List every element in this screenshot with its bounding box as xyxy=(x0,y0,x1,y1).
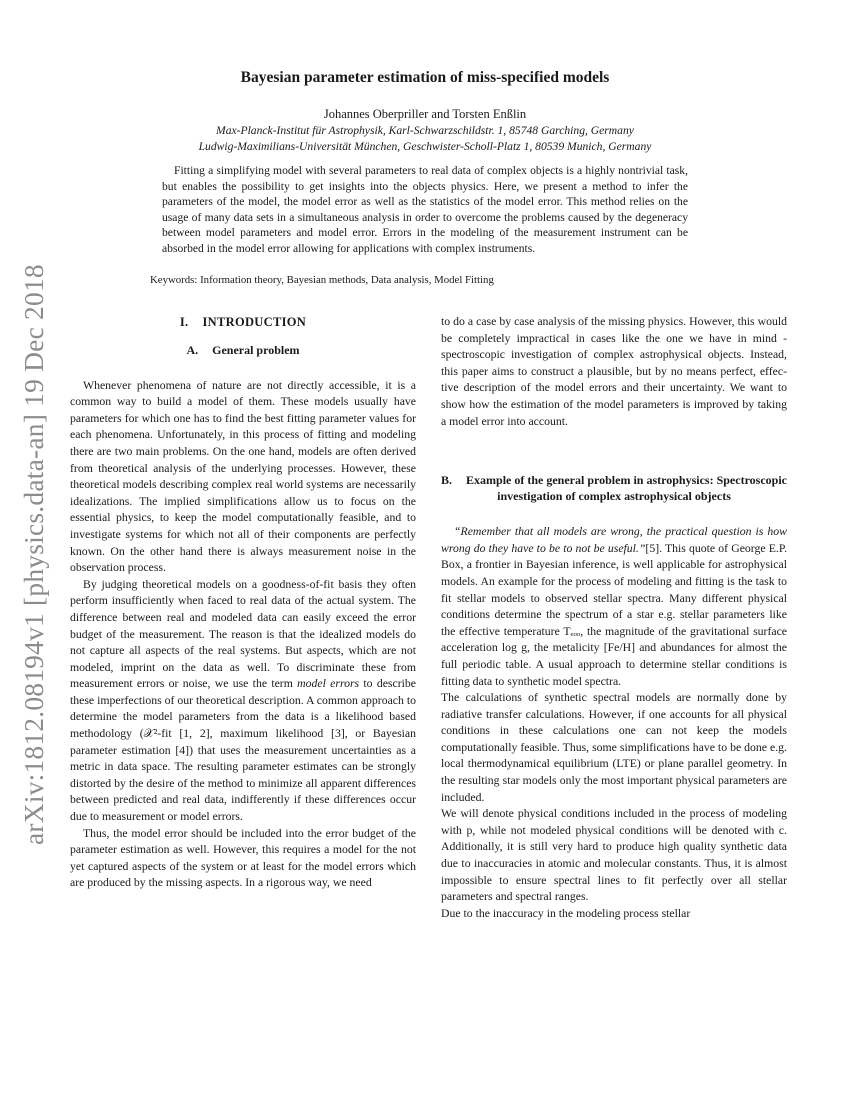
affiliation-2: Ludwig-Maximilians-Universität München, Geschwister-Scholl-Platz 1, 80539 Munich, Germany xyxy=(198,140,652,153)
paragraph: Whenever phenomena of nature are not directly accessible, it is a common way to build a model of them. These models usually have parameters for which one has to find the best fitting parameter values for each phenomena. Unfortunately, in this process of fitting and modeling there are two main problems. On the one hand, models are often derived from theoretical analysis of the underlying processes. However, these theoretical models describing complex real world systems are necessarily idealizations. The implied simplifications allow us to focus on the essential physics, to keep the model computationally feasible, and to investigate systems for which not all of their components are perfectly known. On the other hand there is always measurement noise in the observation process. xyxy=(70,378,416,575)
emphasis-model-errors: model errors xyxy=(297,677,360,691)
paper-authors: Johannes Oberpriller and Torsten Enßlin xyxy=(323,107,527,121)
paper-title: Bayesian parameter estimation of miss-specified models xyxy=(240,69,610,86)
paragraph: Due to the inaccuracy in the modeling process stellar xyxy=(441,906,691,920)
paragraph: “Remember that all models are wrong, the practical question is how wrong do they have to be to not be useful.”[5]. This quote of George E.P. Box, a frontier in Bayesian inference, is well applicable for astrophysical models. An example for the process of modeling and fitting is the task to fit stellar models to observed stellar spectra. Many different physical conditions determine the spectrum of a star e.g. stellar parameters like the effective temperature Tₑₒₒ, the magnitude of the gravitational surface acceleration log g, the metalicity [Fe/H] and abundances for almost the full periodic table. A usual approach to determine stellar conditions is fitting data to synthetic model spectra. xyxy=(441,525,788,688)
paragraph-continued: to do a case by case analysis of the missing physics. However, this would be completely impractical in cases like the one we have in mind - spectroscopic investigation of complex astrophysical objects. Instead, this paper aims to construct a plausible, but by no means perfect, effective description of the model errors and their uncertainty. We want to show how the estimation of the model parameters is improved by taking a model error into account. xyxy=(441,315,787,428)
subsection-heading-astrophysics-example: B. Example of the general problem in astrophysics: Spectroscopic investigation of complex astrophysical objects xyxy=(441,473,788,504)
paragraph: We will denote physical conditions included in the process of modeling with p, while not modeled physical conditions will be denoted with c. Additionally, it is still very hard to produce high quality synthetic data due to inaccuracies in atomic and molecular constants. Thus, it is almost impossible to ensure spectral lines to fit perfectly over all stellar parameters and spectral ranges. xyxy=(441,807,787,904)
paragraph-continues: Thus, the model error should be included into the error budget of the parameter estimation as well. However, this requires a model for the not yet captured aspects of the system or at least for the model errors which are produced by the missing aspects. In a rigorous way, we need xyxy=(70,826,416,890)
section-heading-introduction: I. INTRODUCTION xyxy=(179,315,307,329)
arxiv-margin-stamp: arXiv:1812.08194v1 [physics.data-an] 19 Dec 2018 xyxy=(18,264,49,845)
left-column xyxy=(70,314,416,892)
paragraph: By judging theoretical models on a goodness-of-fit basis they often perform insufficiently when faced to real data of the actual system. The difference between real and modeled data can easily exceed the error budget of the measurement. The reason is that the idealized models do not capture all aspects of the real systems. But aspects, which are not modeled, imprint on the data as well. To discriminate these from measurement errors or noise, we use the term model errors to describe these imperfections of our theoretical description. A common approach to determine the model parameters from the data is a likelihood based methodology (𝒳²-fit [1, 2], maximum likelihood [3], or Bayesian parameter estimation [4]) that uses the measurement uncertainties as a metric in data space. The resulting parameter estimates can be strongly distorted by the desire of the method to minimize all apparent differences between predicted and real data, indifferently if these differences occur due to measurement or model errors. xyxy=(70,577,416,824)
subsection-heading-general-problem: A. General problem xyxy=(186,342,300,357)
right-column xyxy=(441,314,787,922)
keywords: Keywords: Information theory, Bayesian methods, Data analysis, Model Fitting xyxy=(150,274,494,286)
box-quote: “Remember that all models are wrong, the practical question is how wrong do they have to be to not be useful.” xyxy=(441,525,787,555)
affiliation-1: Max-Planck-Institut für Astrophysik, Karl-Schwarzschildstr. 1, 85748 Garching, Germany xyxy=(216,124,634,137)
abstract: Fitting a simplifying model with several parameters to real data of complex objects is a highly nontrivial task, but enables the possibility to get insights into the objects physics. Here, we present a method to infer the parameters of the model, the model error as well as the statistics of the model error. This method relies on the usage of many data sets in a simultaneous analysis in order to overcome the problems caused by the degeneracy between model parameters and model error. Errors in the modeling of the measurement instrument can be absorbed in the model error allowing for applications with complex instruments. xyxy=(162,164,688,255)
paragraph: The calculations of synthetic spectral models are normally done by radiative transfer calculations. However, if one accounts for all physical conditions in these calculations one can not keep the models computationally feasible. Thus, some simplifications have to be done e.g. local thermodynamical equilibrium (LTE) or plane parallel geometry. In the resulting star models only the most important physical parameters are included. xyxy=(441,691,787,804)
